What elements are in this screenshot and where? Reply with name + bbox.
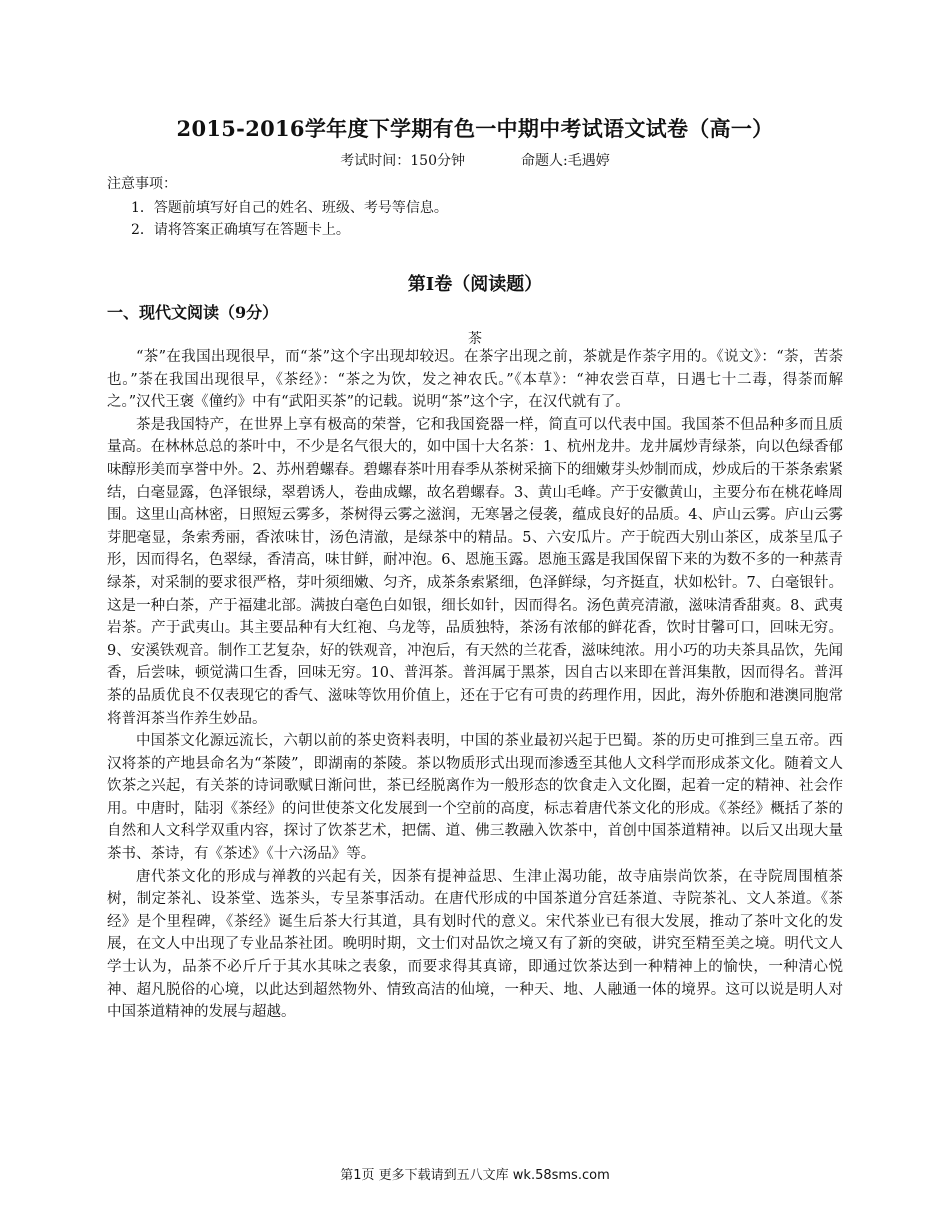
notice-item: 1．答题前填写好自己的姓名、班级、考号等信息。 bbox=[131, 200, 448, 216]
exam-time: 考试时间：150分钟 bbox=[340, 153, 465, 169]
page-footer: 第1页 更多下载请到五八文库 wk.58sms.com bbox=[340, 1168, 610, 1183]
article-paragraph: 茶是我国特产，在世界上享有极高的荣誉，它和我国瓷器一样，简直可以代表中国。我国茶不但品种多而且质量高。在林林总总的茶叶中，不少是名气很大的，如中国十大名茶：1、杭州龙井。龙井属炒青绿茶，向以色绿香郁味醇形美而享誉中外。2、苏州碧螺春。碧螺春茶叶用春季从茶树采摘下的细嫩芽头炒制而成，炒成后的干茶条索紧结，白毫显露，色泽银绿，翠碧诱人，卷曲成螺，故名碧螺春。3、黄山毛峰。产于安徽黄山，主要分布在桃花峰周围。这里山高林密，日照短云雾多，茶树得云雾之滋润，无寒暑之侵袭，蕴成良好的品质。4、庐山云雾。庐山云雾芽肥毫显，条索秀丽，香浓味甘，汤色清澈，是绿茶中的精品。5、六安瓜片。产于皖西大别山茶区，成茶呈瓜子形，因而得名，色翠绿，香清高，味甘鲜，耐冲泡。6、恩施玉露。恩施玉露是我国保留下来的为数不多的一种蒸青绿茶，对采制的要求很严格，芽叶须细嫩、匀齐，成茶条索紧细，色泽鲜绿，匀齐挺直，状如松针。7、白毫银针。这是一种白茶，产于福建北部。满披白毫色白如银，细长如针，因而得名。汤色黄亮清澈，滋味清香甜爽。8、武夷岩茶。产于武夷山。其主要品种有大红袍、乌龙等，品质独特，茶汤有浓郁的鲜花香，饮时甘馨可口，回味无穷。9、安溪铁观音。制作工艺复杂，好的铁观音，冲泡后，有天然的兰花香，滋味纯浓。用小巧的功夫茶具品饮，先闻香，后尝味，顿觉满口生香，回味无穷。10、普洱茶。普洱属于黑茶，因自古以来即在普洱集散，因而得名。普洱茶的品质优良不仅表现它的香气、滋味等饮用价值上，还在于它有可贵的药理作用，因此，海外侨胞和港澳同胞常将普洱茶当作养生妙品。 bbox=[107, 416, 843, 727]
section-title: 一、现代文阅读（9分） bbox=[107, 303, 279, 322]
part-title: 第Ⅰ卷（阅读题） bbox=[407, 274, 543, 295]
exam-title: 2015-2016学年度下学期有色一中期中考试语文试卷（高一） bbox=[176, 116, 774, 141]
notice-heading: 注意事项： bbox=[107, 176, 177, 192]
article-paragraph: 中国茶文化源远流长，六朝以前的茶史资料表明，中国的茶业最初兴起于巴蜀。茶的历史可推到三皇五帝。西汉将茶的产地县命名为“茶陵”，即湖南的茶陵。茶以物质形式出现而渗透至其他人文科学而形成茶文化。随着文人饮茶之兴起，有关茶的诗词歌赋日渐问世，茶已经脱离作为一般形态的饮食走入文化圈，起着一定的精神、社会作用。中唐时，陆羽《茶经》的问世使茶文化发展到一个空前的高度，标志着唐代茶文化的形成。《茶经》概括了茶的自然和人文科学双重内容，探讨了饮茶艺术，把儒、道、佛三教融入饮茶中，首创中国茶道精神。以后又出现大量茶书、茶诗，有《茶述》《十六汤品》等。 bbox=[107, 733, 843, 863]
article-paragraph: 唐代茶文化的形成与禅教的兴起有关，因茶有提神益思、生津止渴功能，故寺庙崇尚饮茶，在寺院周围植茶树，制定茶礼、设茶堂、选茶头，专呈茶事活动。在唐代形成的中国茶道分宫廷茶道、寺院茶礼、文人茶道。《茶经》是个里程碑，《茶经》诞生后茶大行其道，具有划时代的意义。宋代茶业已有很大发展，推动了茶叶文化的发展，在文人中出现了专业品茶社团。晚明时期，文士们对品饮之境又有了新的突破，讲究至精至美之境。明代文人学士认为，品茶不必斤斤于其水其味之表象，而要求得其真谛，即通过饮茶达到一种精神上的愉快，一种清心悦神、超凡脱俗的心境，以此达到超然物外、情致高洁的仙境，一种天、地、人融通一体的境界。这可以说是明人对中国茶道精神的发展与超越。 bbox=[107, 868, 843, 1021]
notice-item: 2．请将答案正确填写在答题卡上。 bbox=[131, 222, 350, 238]
article-title: 茶 bbox=[468, 331, 482, 347]
exam-info-line bbox=[0, 150, 950, 170]
article-paragraph: “茶”在我国出现很早，而“茶”这个字出现却较迟。在茶字出现之前，茶就是作荼字用的。《说文》：“荼，苦荼也。”荼在我国出现很早，《茶经》：“茶之为饮，发之神农氏。”《本草》：“神农尝百草，日遇七十二毒，得荼而解之。”汉代王褒《僮约》中有“武阳买茶”的记载。说明“茶”这个字，在汉代就有了。 bbox=[107, 349, 843, 411]
article-body bbox=[107, 346, 843, 1024]
exam-author: 命题人:毛遇婷 bbox=[521, 153, 610, 169]
